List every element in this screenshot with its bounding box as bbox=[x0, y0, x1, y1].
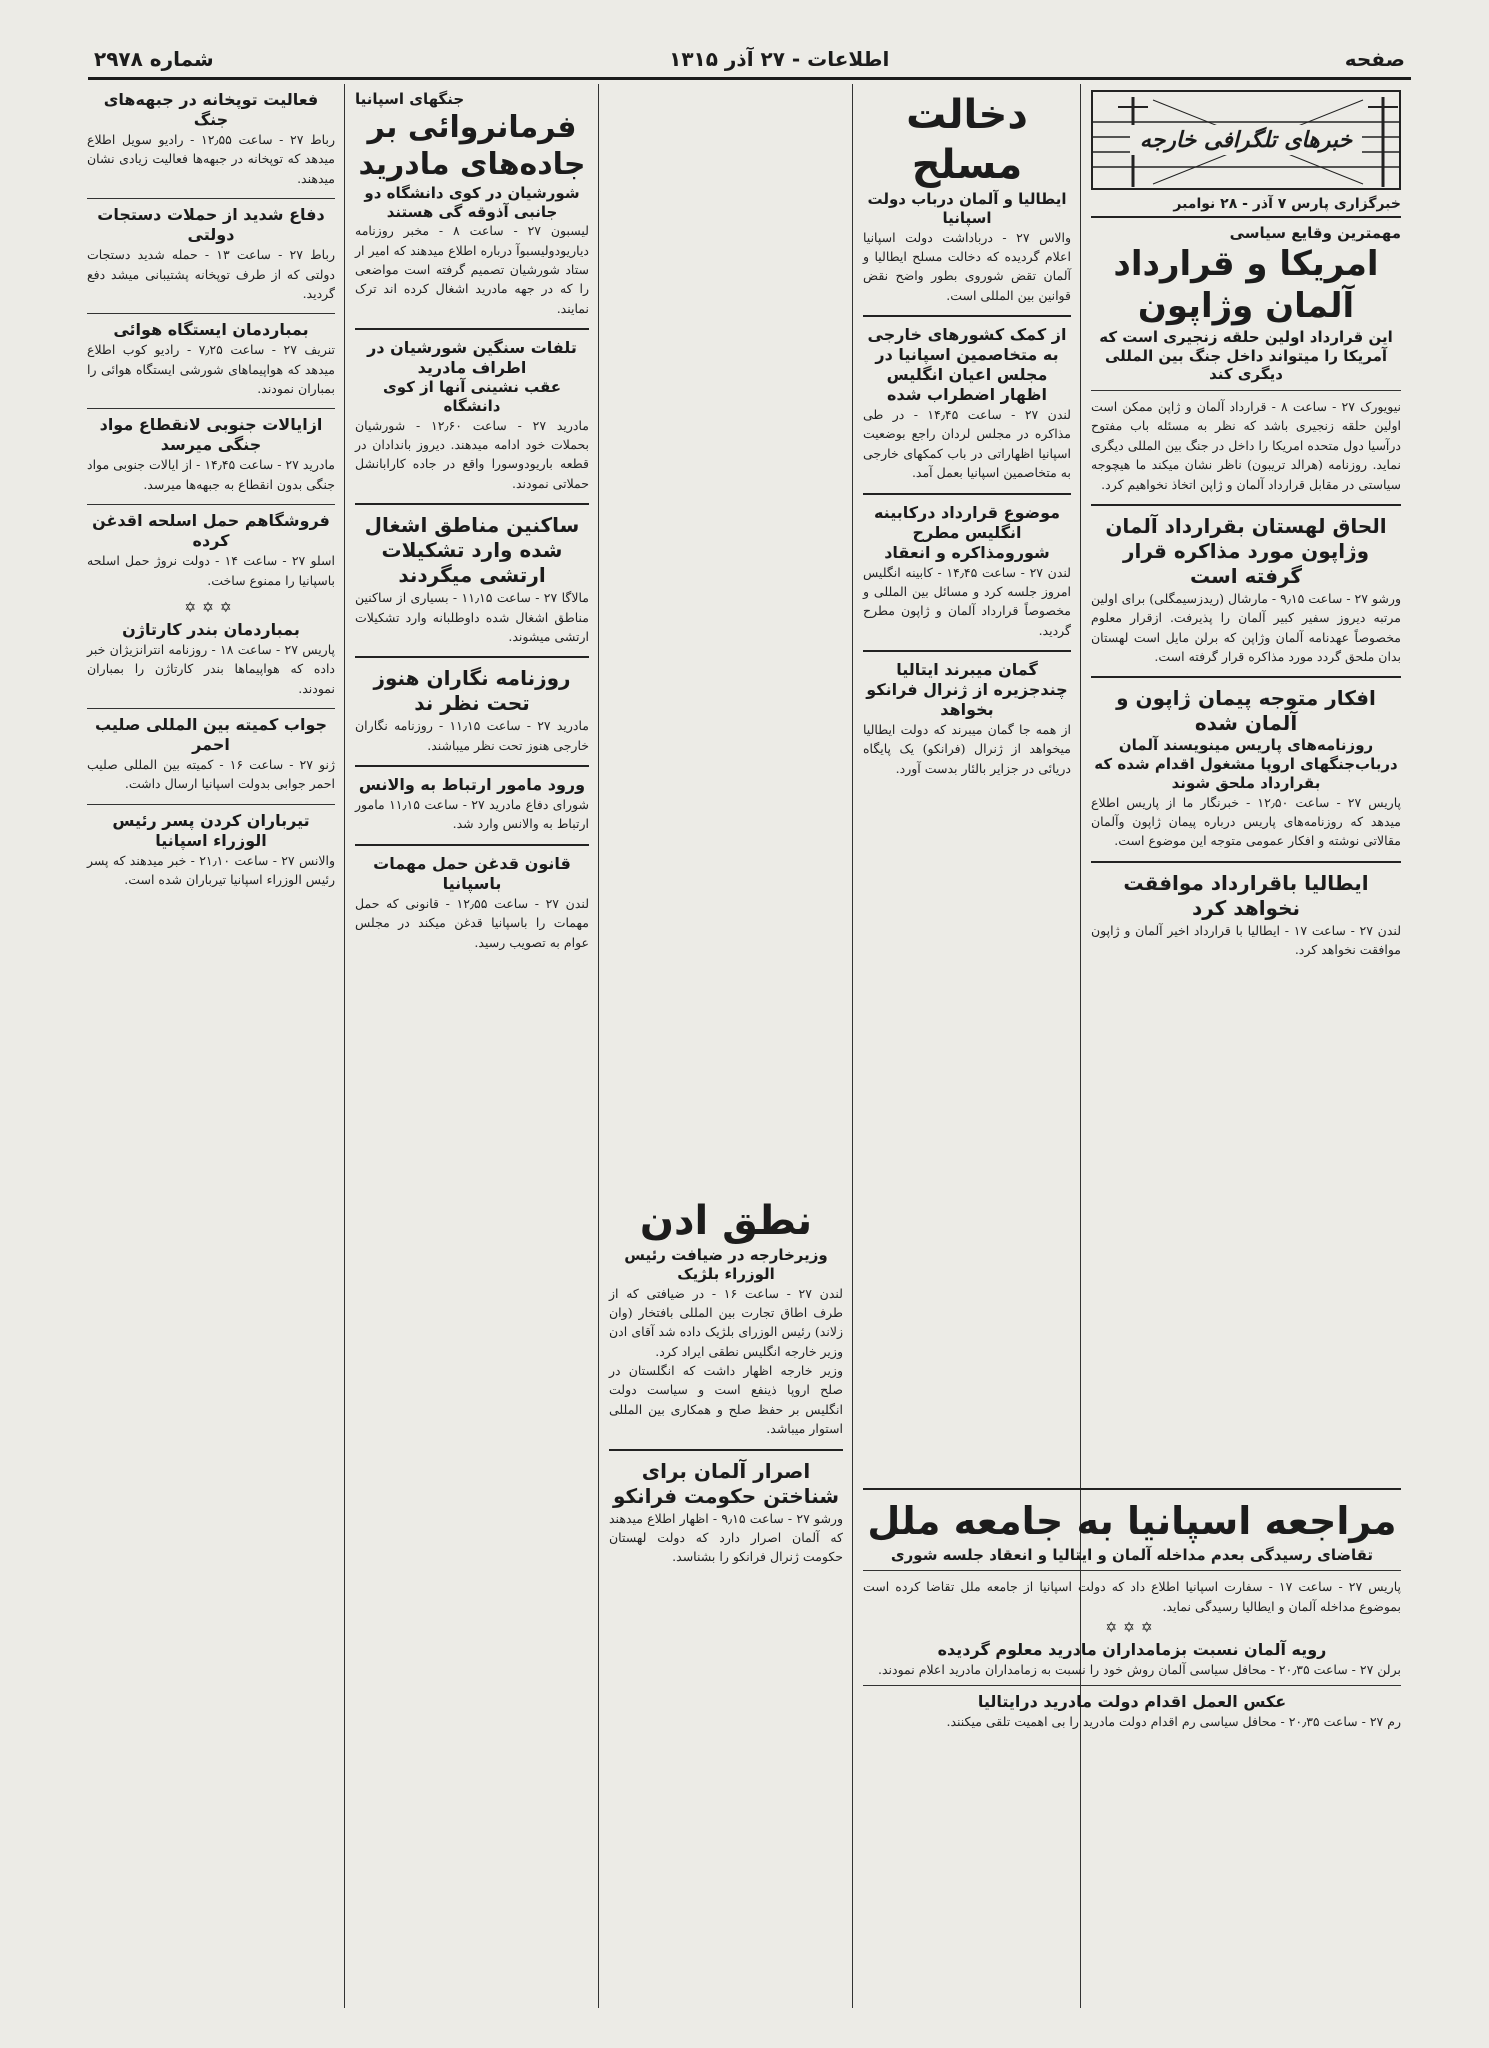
article-headline: فعالیت توپخانه در جبهه‌های جنگ bbox=[103, 90, 319, 129]
article-subhead: ایطالیا و آلمان درباب دولت اسپانیا bbox=[867, 190, 1067, 227]
article-body: والانس ۲۷ - ساعت ۲۱٫۱۰ - خبر میدهند که پسر رئیس الوزراء اسپانیا تیرباران شده است. bbox=[87, 852, 335, 888]
article-subhead: عقب نشینی آنها از کوی دانشگاه bbox=[382, 378, 562, 415]
article-subhead: این قرارداد اولین حلقه زنجیری است که آمریکا را میتواند داخل جنگ بین المللی دیگری کند bbox=[1099, 327, 1393, 384]
divider bbox=[355, 328, 589, 330]
article-franco-recognition bbox=[609, 1459, 843, 1567]
article-body: رباط ۲۷ - ساعت ۱۳ - حمله شدید دستجات دولتی که از طرف توپخانه پشتیبانی میشد دفع گردید. bbox=[87, 247, 335, 301]
article-armed-intervention bbox=[863, 90, 1071, 305]
divider bbox=[1091, 676, 1401, 678]
divider bbox=[355, 844, 589, 846]
article-headline: مراجعه اسپانیا به جامعه ملل bbox=[867, 1499, 1397, 1543]
article-poland bbox=[1091, 514, 1401, 667]
divider bbox=[87, 313, 335, 314]
article-league-of-nations bbox=[853, 1480, 1411, 1732]
article-headline: اصرار آلمان برای شناختن حکومت فرانکو bbox=[612, 1458, 840, 1508]
article-body: ورشو ۲۷ - ساعت ۹٫۱۵ - اظهار اطلاع میدهند که آلمان اصرار دارد که دولت لهستان حکومت ژنرال فرانکو را بشناسد. bbox=[609, 1510, 843, 1565]
article-headline: فروشگاهم حمل اسلحه اقدغن کرده bbox=[92, 511, 330, 551]
article-cartagena bbox=[87, 620, 335, 698]
article-heavy-losses bbox=[355, 338, 589, 493]
article-body: لیسبون ۲۷ - ساعت ۸ - مخبر روزنامه دیاریودولیسبوآ درباره اطلاع میدهند که امیر ار ستاد شورشیان تصمیم گرفته است مواضعی را که در جهه مادرید اشغال کرده اند ترک نمایند. bbox=[355, 223, 589, 316]
article-headline: گمان میبرند ایتالیا چندجزیره از ژنرال فرانکو بخواهد bbox=[866, 660, 1068, 719]
article-subhead: وزیرخارجه در ضیافت رئیس الوزراء بلژیک bbox=[624, 1246, 828, 1283]
article-headline: دفاع شدید از حملات دستجات دولتی bbox=[97, 205, 325, 245]
divider bbox=[863, 1685, 1401, 1686]
article-body: شورای دفاع مادرید ۲۷ - ساعت ۱۱٫۱۵ مامور ارتباط به والانس وارد شد. bbox=[355, 797, 589, 832]
article-artillery bbox=[87, 90, 335, 188]
article-supplies bbox=[87, 415, 335, 494]
divider bbox=[355, 503, 589, 505]
article-headline: جواب کمیته بین المللی صلیب احمر bbox=[94, 715, 328, 754]
divider bbox=[355, 765, 589, 767]
article-kicker: جنگهای اسپانیا bbox=[355, 90, 465, 108]
star-ornament-icon: ✡✡✡ bbox=[184, 599, 238, 616]
article-headline: از کمک کشورهای خارجی به متخاصمین اسپانیا در مجلس اعیان انگلیس اظهار اضطراب شده bbox=[867, 325, 1067, 404]
article-lords bbox=[863, 325, 1071, 483]
article-headline: بمباردمان بندر کارتاژن bbox=[122, 619, 300, 639]
article-headline: ساکنین مناطق اشغال شده وارد تشکیلات ارتشی میگردند bbox=[364, 513, 580, 588]
article-headline: ورود مامور ارتباط به والانس bbox=[358, 775, 586, 794]
divider bbox=[863, 315, 1071, 317]
divider bbox=[1091, 504, 1401, 506]
divider bbox=[1091, 390, 1401, 391]
article-cabinet bbox=[863, 503, 1071, 641]
article-headline: ایطالیا باقرارداد موافقت نخواهد کرد bbox=[1123, 870, 1369, 920]
article-madrid-roads bbox=[355, 90, 589, 318]
article-body: مادرید ۲۷ - ساعت ۱۲٫۶۰ - شورشیان بحملات خود ادامه میدهند. دیروز باندادان در قطعه باریودوسورا واقع در جاده کارابانشل حملاتی نمودند. bbox=[355, 417, 589, 491]
article-eden-speech bbox=[609, 1196, 843, 1439]
article-headline: دخالت مسلح bbox=[906, 92, 1028, 188]
divider bbox=[87, 504, 335, 505]
article-red-cross bbox=[87, 715, 335, 794]
article-headline: ازایالات جنوبی لانقطاع مواد جنگی میرسد bbox=[99, 415, 323, 455]
divider bbox=[87, 804, 335, 805]
divider bbox=[863, 650, 1071, 652]
article-body: برلن ۲۷ - ساعت ۲۰٫۳۵ - محافل سیاسی آلمان روش خود را نسبت به زمامداران مادرید اعلام نمودند. bbox=[878, 1662, 1401, 1677]
divider bbox=[87, 198, 335, 199]
article-occupied-areas bbox=[355, 513, 589, 646]
star-ornament-icon: ✡✡✡ bbox=[1105, 1620, 1159, 1636]
article-body: رباط ۲۷ - ساعت ۱۲٫۵۵ - رادیو سویل اطلاع میدهد که توپخانه در جبهه‌ها فعالیت زیادی نشان میدهند. bbox=[87, 132, 335, 186]
article-body: مادرید ۲۷ - ساعت ۱۱٫۱۵ - روزنامه نگاران خارجی هنوز تحت نظر میباشند. bbox=[355, 718, 589, 753]
article-body: رم ۲۷ - ساعت ۲۰٫۳۵ - محافل سیاسی رم اقدام دولت مادرید را بی اهمیت تلقی میکنند. bbox=[946, 1714, 1401, 1730]
article-headline: رویه آلمان نسبت بزمامداران مادرید معلوم گردیده bbox=[937, 1640, 1327, 1659]
article-airfield bbox=[87, 320, 335, 398]
article-subhead: تقاضای رسیدگی بعدم مداخله آلمان و ایتالیا و انعقاد جلسه شوری bbox=[890, 1545, 1374, 1564]
divider bbox=[1091, 861, 1401, 863]
article-headline: نطق ادن bbox=[639, 1198, 813, 1244]
article-arms-ban bbox=[355, 854, 589, 952]
article-islands bbox=[863, 660, 1071, 778]
divider bbox=[863, 1570, 1401, 1571]
article-body: تنریف ۲۷ - ساعت ۷٫۲۵ - رادیو کوب اطلاع میدهد که هواپیماهای شورشی ایستگاه هوائی را بمباران نمودند. bbox=[87, 342, 335, 396]
agency-line: خبرگزاری پارس ۷ آذر - ۲۸ نوامبر bbox=[1091, 196, 1401, 218]
article-body: لندن ۲۷ - ساعت ۱۲٫۵۵ - قانونی که حمل مهمات را باسپانیا قدغن میکند در مجلس عوام به تصویب رسید. bbox=[355, 895, 589, 950]
article-headline: امریکا و قرارداد آلمان وژاپون bbox=[1113, 243, 1379, 327]
divider bbox=[863, 493, 1071, 495]
divider bbox=[609, 1449, 843, 1451]
article-body: اسلو ۲۷ - ساعت ۱۴ - دولت نروژ حمل اسلحه باسپانیا را ممنوع ساخت. bbox=[87, 553, 335, 588]
divider bbox=[355, 656, 589, 658]
column-armed-intervention bbox=[853, 84, 1081, 1448]
logo-title: خبرهای تلگرافی خارجه bbox=[1130, 125, 1362, 155]
article-body: ژنو ۲۷ - ساعت ۱۶ - کمیته بین المللی صلیب احمر جوابی بدولت اسپانیا ارسال داشت. bbox=[87, 757, 335, 792]
article-body: مالاگا ۲۷ - ساعت ۱۱٫۱۵ - بسیاری از ساکنین مناطق اشغال شده داوطلبانه وارد تشکیلات ارتشی میشوند. bbox=[355, 590, 589, 644]
article-body: لندن ۲۷ - ساعت ۱۴٫۴۵ - کابینه انگلیس امروز جلسه کرد و مسائل بین المللی و مخصوصاً قرارداد آلمان و ژاپون مطرح گردید. bbox=[863, 564, 1071, 638]
article-public-opinion bbox=[1091, 686, 1401, 850]
issue-number: شماره ۲۹۷۸ bbox=[94, 46, 214, 71]
article-journalists bbox=[355, 666, 589, 755]
article-headline: قانون قدغن حمل مهمات باسپانیا bbox=[373, 853, 571, 893]
article-subhead: شورشیان در کوی دانشگاه دو جانبی آذوقه گی هستند bbox=[364, 183, 580, 221]
article-body: لندن ۲۷ - ساعت ۱۷ - ایطالیا با قرارداد اخیر آلمان و ژاپون موافقت نخواهد کرد. bbox=[1091, 922, 1402, 958]
article-defense bbox=[87, 205, 335, 303]
article-headline: افکار متوجه پیمان ژاپون و آلمان شده bbox=[1116, 686, 1376, 736]
article-headline: الحاق لهستان بقرارداد آلمان وژاپون مورد مذاکره قرار گرفته است bbox=[1105, 513, 1387, 588]
article-kicker: مهمترین وقایع سیاسی bbox=[1229, 224, 1401, 242]
article-italy bbox=[1091, 871, 1401, 960]
article-headline: تلفات سنگین شورشیان در اطراف مادرید bbox=[367, 338, 577, 378]
article-body: از همه جا گمان میبرند که دولت ایطالیا میخواهد از ژنرال (فرانکو) یک پایگاه دریائی در جزایر بالئار بدست آورد. bbox=[863, 722, 1071, 776]
article-body: پاریس ۲۷ - ساعت ۱۷ - سفارت اسپانیا اطلاع داد که دولت اسپانیا از جامعه ملل تقاضا کرده است بموضوع مداخله آلمان و ایطالیا رسیدگی نماید. bbox=[863, 1579, 1401, 1614]
article-headline: بمباردمان ایستگاه هوائی bbox=[113, 320, 309, 340]
article-headline: روزنامه نگاران هنوز تحت نظر ند bbox=[373, 666, 571, 716]
article-headline: موضوع قرارداد درکابینه انگلیس مطرح شورومذاکره و انعقاد bbox=[873, 502, 1061, 562]
article-body: والاس ۲۷ - درباداشت دولت اسپانیا اعلام گردیده که دخالت مسلح ایطالیا و آلمان تقض شوروی بطور واضح نقض قوانین بین المللی است. bbox=[863, 229, 1071, 303]
page-label: صفحه bbox=[1344, 46, 1405, 71]
page-header bbox=[88, 40, 1411, 80]
article-body: پاریس ۲۷ - ساعت ۱۸ - روزنامه انترانزیژان خبر داده که هواپیماها بندر کارتاژن را بمباران نمودند. bbox=[87, 641, 335, 696]
article-headline: تیرباران کردن پسر رئیس الوزراء اسپانیا bbox=[112, 810, 310, 850]
divider bbox=[863, 1488, 1401, 1490]
article-body: مادرید ۲۷ - ساعت ۱۴٫۴۵ - از ایالات جنوبی مواد جنگی بدون انقطاع به جبهه‌ها میرسد. bbox=[87, 457, 335, 492]
divider bbox=[87, 708, 335, 709]
paper-date: اطلاعات - ۲۷ آذر ۱۳۱۵ bbox=[669, 46, 890, 71]
article-body: پاریس ۲۷ - ساعت ۱۲٫۵۰ - خبرنگار ما از پاریس اطلاع میدهد که روزنامه‌های پاریس درباره پیمان ژاپون وآلمان مقالاتی نوشته و افکار عمومی متوجه این موضوع است. bbox=[1091, 794, 1401, 849]
article-body: لندن ۲۷ - ساعت ۱۴٫۴۵ - در طی مذاکره در مجلس لردان راجع بوضعیت اسپانیا اظهاراتی در باب کمکهای خارجی به متخاصمین اسپانیا بعمل آمد. bbox=[863, 407, 1071, 481]
article-headline: فرمانروائی بر جاده‌های مادرید bbox=[358, 109, 586, 183]
article-america-treaty bbox=[1091, 224, 1401, 494]
column-eden-speech bbox=[599, 1190, 853, 2008]
article-headline: عکس العمل اقدام دولت مادرید درایتالیا bbox=[977, 1692, 1287, 1712]
article-liaison bbox=[355, 775, 589, 834]
article-norway bbox=[87, 511, 335, 590]
column-spanish-war bbox=[345, 84, 599, 2008]
article-execution bbox=[87, 811, 335, 890]
section-logo bbox=[1091, 90, 1401, 190]
article-body: نیویورک ۲۷ - ساعت ۸ - قرارداد آلمان و ژاپن ممکن است اولین حلقه زنجیری باشد که نظر به مسئله باب مفتوح درآسیا دول متحده امریکا را داخل در جنگ بین المللی دیگری نماید. روزنامه (هرالد تریبون) ناظر نشان میکند ما هیچوجه سیاستی در مقابل قرارداد آلمان و ژاپن اتخاذ نخواهیم کرد. bbox=[1091, 399, 1401, 492]
article-subhead: روزنامه‌های پاریس مینویسند آلمان درباب‌جنگهای اروپا مشغول اقدام شده که بقرارداد ملحق شوند bbox=[1094, 736, 1398, 792]
column-front-news bbox=[77, 84, 345, 2008]
divider bbox=[87, 408, 335, 409]
article-body: لندن ۲۷ - ساعت ۱۶ - در ضیافتی که از طرف اطاق تجارت بین المللی بافتخار (وان زلاند) رئیس الوزرای بلژیک داده شد آقای ادن وزیر خارجه انگلیس نطقی ایراد کرد. bbox=[609, 1285, 843, 1359]
article-body: ورشو ۲۷ - ساعت ۹٫۱۵ - مارشال (ریدزسیمگلی) برای اولین مرتبه دیروز سفیر کبیر آلمان را پذیرفت. ازقرار معلوم مخصوصاً عهدنامه آلمان وژاپن که برلن مایل است لهستان بدان ملحق گردد مورد مذاکره قرار گرفته است. bbox=[1091, 590, 1401, 664]
article-body: وزیر خارجه اظهار داشت که انگلستان در صلح اروپا ذینفع است و سیاست دولت انگلیس بر حفظ صلح و همکاری بین المللی استوار میباشد. bbox=[609, 1363, 843, 1437]
